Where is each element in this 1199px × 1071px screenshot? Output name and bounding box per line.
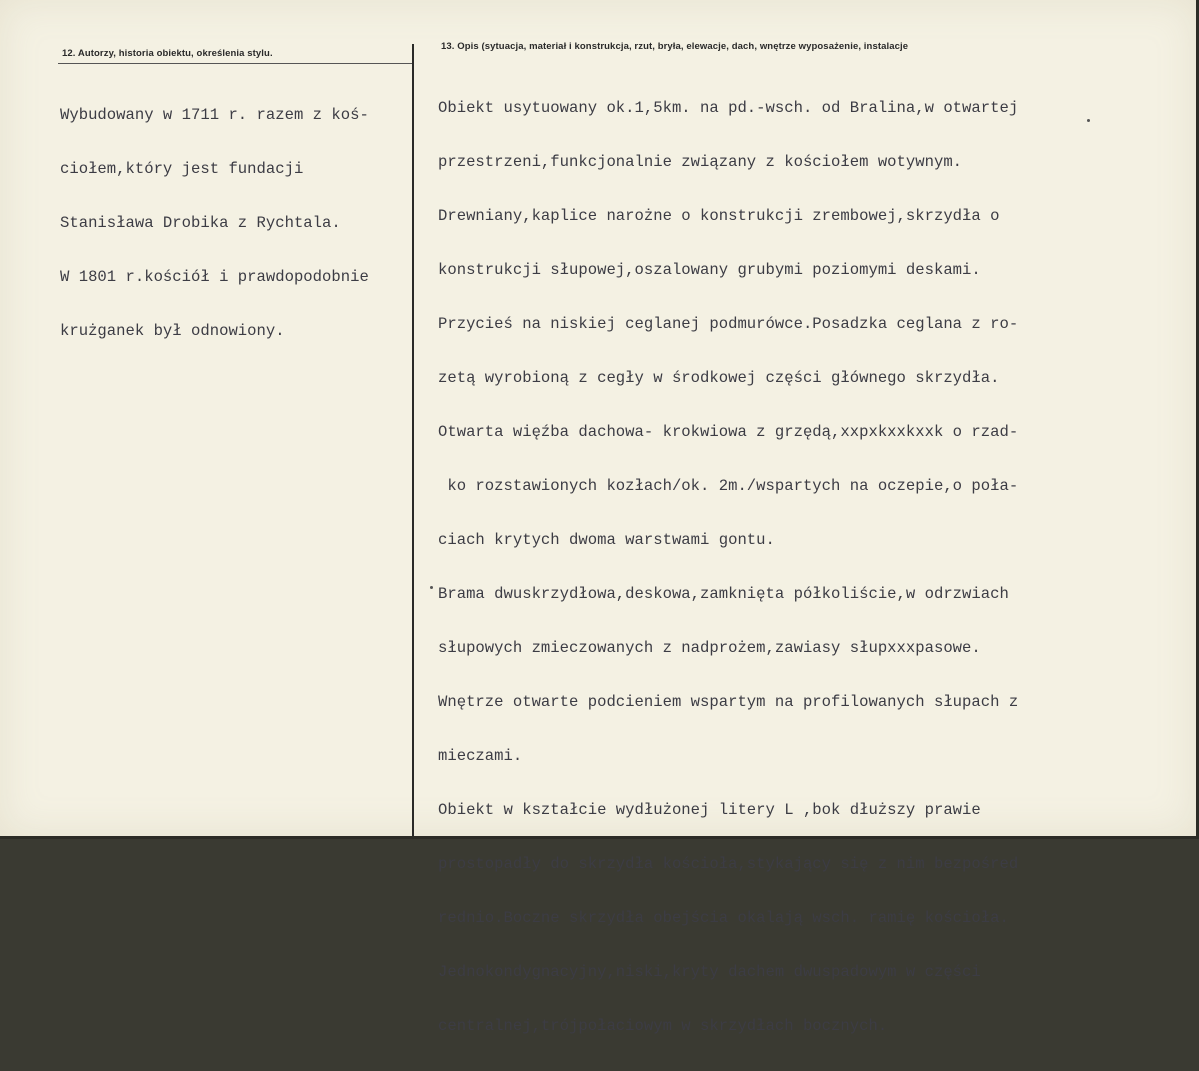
text-line: Wybudowany w 1711 r. razem z koś- bbox=[60, 106, 369, 124]
text-line: przestrzeni,funkcjonalnie związany z kościołem wotywnym. bbox=[438, 153, 963, 171]
text-line: Otwarta więźba dachowa- krokwiowa z grzędą,xxpxkxxkxxk o rzad- bbox=[438, 423, 1019, 441]
text-line: W 1801 r.kościół i prawdopodobnie bbox=[60, 268, 369, 286]
text-line: słupowych zmieczowanych z nadprożem,zawiasy słupxxxpasowe. bbox=[438, 639, 981, 657]
section-12-text bbox=[60, 70, 369, 376]
text-line: Obiekt w kształcie wydłużonej litery L ,bok dłuższy prawie bbox=[438, 801, 981, 819]
text-line: Obiekt usytuowany ok.1,5km. na pd.-wsch. od Bralina,w otwartej bbox=[438, 99, 1019, 117]
text-line: zetą wyrobioną z cegły w środkowej części głównego skrzydła. bbox=[438, 369, 1000, 387]
section-12-header: 12. Autorzy, historia obiektu, określenia stylu. bbox=[62, 48, 273, 59]
column-divider bbox=[412, 44, 414, 836]
text-line: ko rozstawionych kozłach/ok. 2m./wspartych na oczepie,o poła- bbox=[438, 477, 1019, 495]
text-line: ciołem,który jest fundacji bbox=[60, 160, 304, 178]
paper-speck bbox=[430, 586, 433, 589]
text-line: ciach krytych dwoma warstwami gontu. bbox=[438, 531, 775, 549]
text-line: mieczami. bbox=[438, 747, 523, 765]
text-line: Drewniany,kaplice narożne o konstrukcji zrembowej,skrzydła o bbox=[438, 207, 1000, 225]
text-line: centralnej,trójpołaciowym w skrzydłach bocznych. bbox=[438, 1017, 888, 1035]
paper-speck bbox=[1087, 119, 1090, 122]
section-12-rule bbox=[58, 63, 412, 64]
text-line: Brama dwuskrzydłowa,deskowa,zamknięta półkoliście,w odrzwiach bbox=[438, 585, 1009, 603]
section-13-text bbox=[438, 63, 1018, 1071]
text-line: Stanisława Drobika z Rychtala. bbox=[60, 214, 341, 232]
text-line: konstrukcji słupowej,oszalowany grubymi poziomymi deskami. bbox=[438, 261, 981, 279]
section-13-header: 13. Opis (sytuacja, materiał i konstrukcja, rzut, bryła, elewacje, dach, wnętrze wyposażenie, instalacje bbox=[441, 41, 909, 52]
text-line: prostopadły do skrzydła kościoła,stykający się z nim bezpośred bbox=[438, 855, 1019, 873]
text-line: Jednokondygnacyjny,niski,kryty dachem dwuspadowym w części bbox=[438, 963, 981, 981]
text-line: krużganek był odnowiony. bbox=[60, 322, 285, 340]
text-line: Przycieś na niskiej ceglanej podmurówce.Posadzka ceglana z ro- bbox=[438, 315, 1019, 333]
text-line: rednio.Boczne skrzydła obejścia okalają wsch. ramię kościoła. bbox=[438, 909, 1009, 927]
text-line: Wnętrze otwarte podcieniem wspartym na profilowanych słupach z bbox=[438, 693, 1019, 711]
